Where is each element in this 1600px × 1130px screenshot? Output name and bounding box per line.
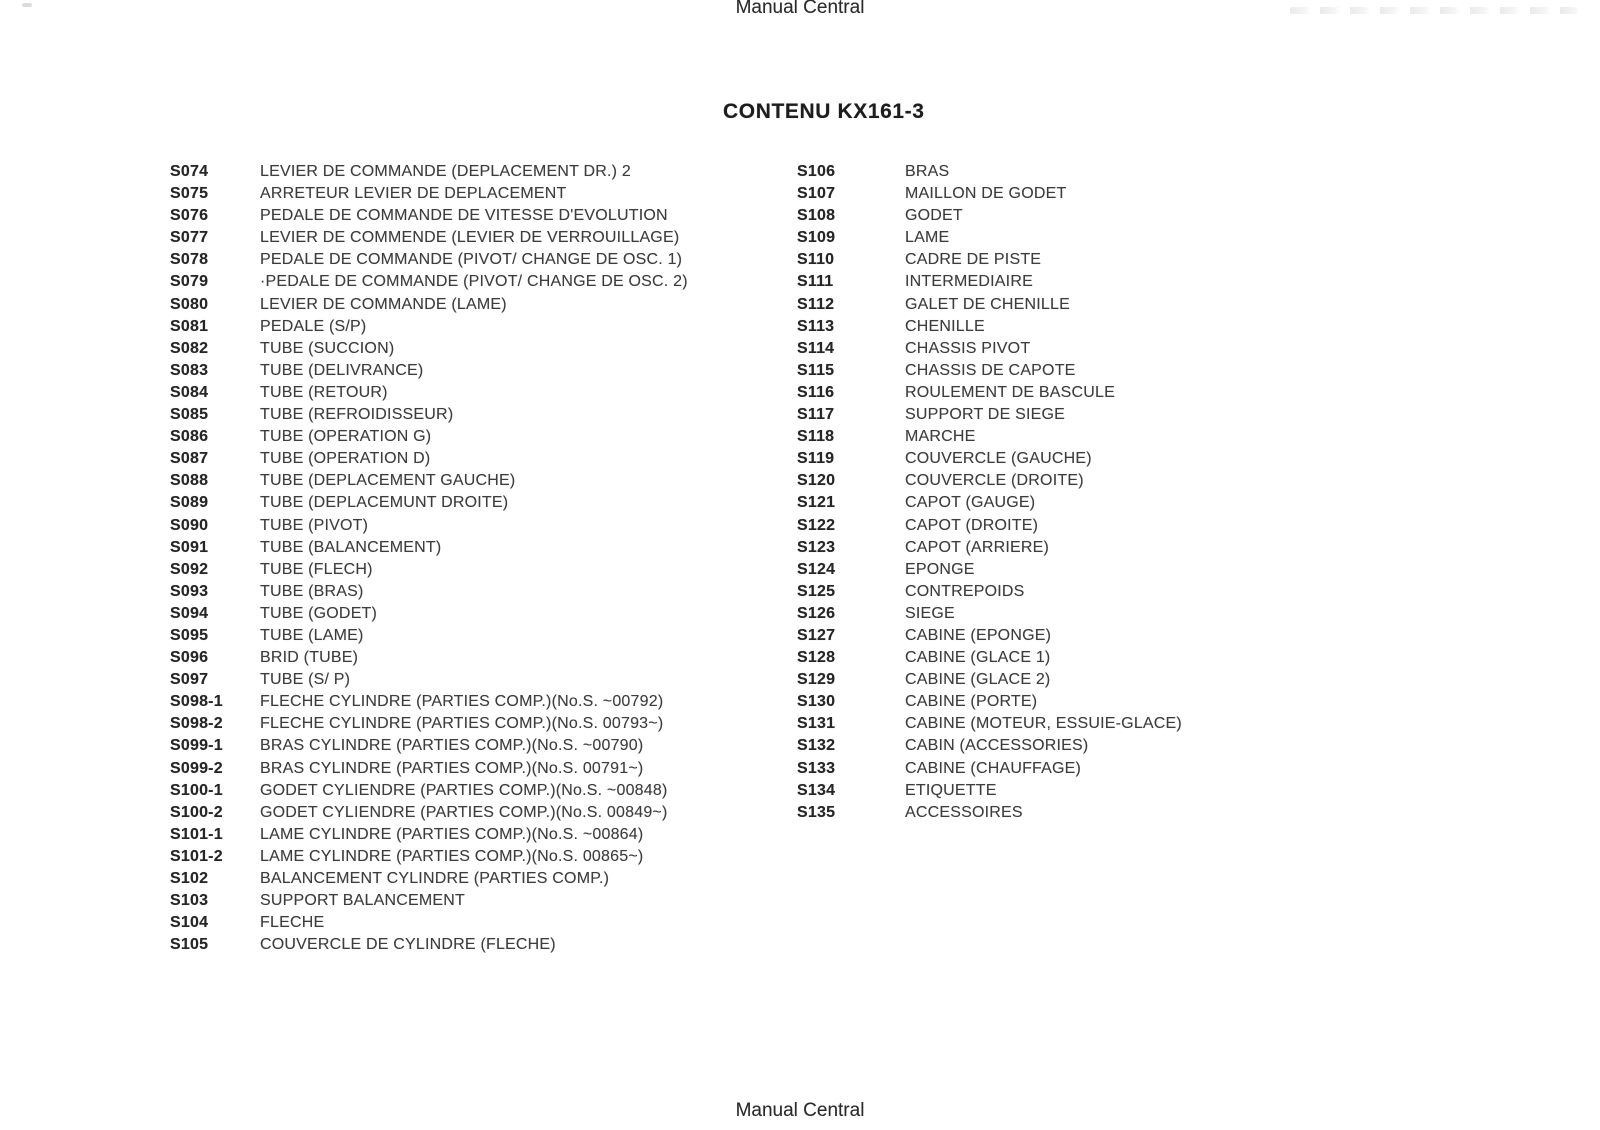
entry-code: S112	[797, 295, 835, 313]
toc-entry	[797, 627, 1182, 649]
toc-entry	[797, 671, 1182, 693]
entry-description: TUBE (BRAS)	[260, 582, 364, 600]
toc-entry	[797, 340, 1182, 362]
toc-entry	[797, 517, 1182, 539]
entry-description: ACCESSOIRES	[905, 803, 1023, 821]
entry-code: S096	[170, 649, 209, 667]
toc-entry	[797, 760, 1182, 782]
entry-code: S081	[170, 317, 209, 335]
page-header-text: Manual Central	[735, 0, 865, 18]
toc-entry	[797, 163, 1182, 185]
toc-entry	[170, 804, 688, 826]
scan-artifact-top-right	[1290, 7, 1578, 14]
toc-entry	[797, 494, 1182, 516]
entry-code: S080	[170, 295, 209, 313]
toc-entry	[170, 318, 688, 340]
entry-description: CADRE DE PISTE	[905, 251, 1042, 269]
toc-entry	[170, 494, 688, 516]
entry-description: LAME	[905, 229, 950, 247]
entry-description: GODET	[905, 207, 963, 225]
entry-description: TUBE (BALANCEMENT)	[260, 538, 442, 556]
entry-description: SIEGE	[905, 604, 955, 622]
entry-description: TUBE (LAME)	[260, 626, 364, 644]
toc-entry	[170, 384, 688, 406]
entry-code: S120	[797, 472, 836, 490]
toc-entry	[170, 760, 688, 782]
entry-code: S082	[170, 339, 209, 357]
entry-code: S103	[170, 892, 209, 910]
entry-code: S129	[797, 671, 836, 689]
entry-code: S099-1	[170, 737, 223, 755]
entry-description: PEDALE DE COMMANDE DE VITESSE D'EVOLUTION	[260, 207, 668, 225]
toc-entry	[797, 296, 1182, 318]
toc-entry	[170, 229, 688, 251]
entry-description: TUBE (OPERATION D)	[260, 450, 431, 468]
entry-code: S102	[170, 870, 209, 887]
entry-description: CABIN (ACCESSORIES)	[905, 737, 1089, 755]
entry-description: FLECHE CYLINDRE (PARTIES COMP.)(No.S. 00793~)	[260, 715, 664, 733]
entry-code: S131	[797, 715, 836, 733]
toc-entry	[170, 671, 688, 693]
entry-description: CAPOT (DROITE)	[905, 516, 1039, 534]
entry-code: S078	[170, 251, 209, 269]
toc-entry	[170, 826, 688, 848]
toc-entry	[170, 605, 688, 627]
entry-description: LEVIER DE COMMANDE (LAME)	[260, 295, 507, 313]
toc-column-left	[170, 163, 688, 958]
entry-code: S116	[797, 383, 835, 401]
toc-entry	[797, 693, 1182, 715]
toc-entry	[797, 251, 1182, 273]
entry-code: S086	[170, 428, 209, 446]
entry-description: EPONGE	[905, 560, 975, 578]
entry-code: S083	[170, 361, 209, 379]
entry-code: S091	[170, 538, 209, 556]
toc-entry	[170, 362, 688, 384]
entry-description: TUBE (RETOUR)	[260, 383, 388, 401]
entry-code: S107	[797, 185, 836, 203]
entry-description: BRAS CYLINDRE (PARTIES COMP.)(No.S. ~00790)	[260, 737, 644, 755]
entry-code: S098-1	[170, 693, 223, 711]
toc-entry	[170, 892, 688, 914]
toc-entry	[170, 693, 688, 715]
entry-code: S111	[797, 273, 834, 291]
entry-description: BRAS CYLINDRE (PARTIES COMP.)(No.S. 00791~)	[260, 759, 644, 777]
entry-code: S074	[170, 163, 209, 180]
toc-entry	[797, 318, 1182, 340]
entry-description: LEVIER DE COMMANDE (DEPLACEMENT DR.) 2	[260, 163, 631, 180]
entry-code: S094	[170, 604, 209, 622]
entry-description: CABINE (EPONGE)	[905, 626, 1052, 644]
entry-code: S123	[797, 538, 836, 556]
toc-entry	[170, 539, 688, 561]
toc-entry	[797, 428, 1182, 450]
toc-entry	[170, 517, 688, 539]
toc-entry	[797, 273, 1182, 295]
entry-code: S133	[797, 759, 836, 777]
toc-entry	[170, 649, 688, 671]
entry-code: S092	[170, 560, 209, 578]
entry-description: ARRETEUR LEVIER DE DEPLACEMENT	[260, 185, 567, 203]
entry-description: PEDALE (S/P)	[260, 317, 367, 335]
entry-description: TUBE (REFROIDISSEUR)	[260, 406, 454, 424]
toc-entry	[170, 561, 688, 583]
entry-code: S132	[797, 737, 836, 755]
toc-entry	[797, 583, 1182, 605]
entry-description: GODET CYLIENDRE (PARTIES COMP.)(No.S. ~00848)	[260, 781, 668, 799]
entry-description: LAME CYLINDRE (PARTIES COMP.)(No.S. ~00864)	[260, 825, 644, 843]
entry-description: CABINE (CHAUFFAGE)	[905, 759, 1082, 777]
entry-code: S130	[797, 693, 836, 711]
entry-code: S087	[170, 450, 209, 468]
toc-entry	[797, 782, 1182, 804]
entry-description: TUBE (GODET)	[260, 604, 378, 622]
entry-code: S135	[797, 803, 836, 821]
entry-description: TUBE (SUCCION)	[260, 339, 395, 357]
toc-entry	[170, 627, 688, 649]
toc-entry	[170, 428, 688, 450]
entry-description: BALANCEMENT CYLINDRE (PARTIES COMP.)	[260, 870, 610, 887]
toc-entry	[170, 207, 688, 229]
entry-code: S124	[797, 560, 836, 578]
toc-entry	[170, 936, 688, 958]
entry-code: S121	[797, 494, 836, 512]
entry-code: S122	[797, 516, 836, 534]
entry-description: LAME CYLINDRE (PARTIES COMP.)(No.S. 00865~)	[260, 847, 644, 865]
toc-entry	[797, 406, 1182, 428]
entry-description: GALET DE CHENILLE	[905, 295, 1070, 313]
entry-description: FLECHE	[260, 914, 325, 932]
toc-entry	[797, 605, 1182, 627]
entry-code: S126	[797, 604, 836, 622]
entry-description: CONTREPOIDS	[905, 582, 1025, 600]
toc-entry	[170, 914, 688, 936]
toc-entry	[797, 715, 1182, 737]
page-title: CONTENU KX161-3	[723, 100, 925, 123]
entry-description: ·PEDALE DE COMMANDE (PIVOT/ CHANGE DE OSC. 2)	[260, 273, 688, 291]
toc-entry	[797, 185, 1182, 207]
entry-description: TUBE (FLECH)	[260, 560, 373, 578]
entry-code: S105	[170, 936, 209, 954]
entry-description: GODET CYLIENDRE (PARTIES COMP.)(No.S. 00849~)	[260, 803, 668, 821]
toc-entry	[170, 296, 688, 318]
entry-code: S099-2	[170, 759, 223, 777]
toc-entry	[797, 472, 1182, 494]
toc-entry	[170, 185, 688, 207]
toc-entry	[170, 737, 688, 759]
entry-code: S101-2	[170, 847, 223, 865]
toc-entry	[170, 163, 688, 185]
page-footer-text: Manual Central	[735, 1100, 865, 1121]
entry-description: SUPPORT DE SIEGE	[905, 406, 1065, 424]
entry-description: ROULEMENT DE BASCULE	[905, 383, 1115, 401]
toc-entry	[170, 782, 688, 804]
toc-entry	[170, 848, 688, 870]
entry-code: S088	[170, 472, 209, 490]
entry-code: S100-1	[170, 781, 223, 799]
entry-code: S075	[170, 185, 209, 203]
entry-description: INTERMEDIAIRE	[905, 273, 1033, 291]
entry-code: S119	[797, 450, 835, 468]
toc-entry	[170, 406, 688, 428]
toc-entry	[170, 450, 688, 472]
scan-artifact-top-left	[22, 3, 32, 7]
entry-description: TUBE (S/ P)	[260, 671, 351, 689]
toc-entry	[797, 737, 1182, 759]
entry-code: S079	[170, 273, 209, 291]
toc-entry	[797, 649, 1182, 671]
entry-description: CAPOT (GAUGE)	[905, 494, 1036, 512]
entry-description: LEVIER DE COMMENDE (LEVIER DE VERROUILLAGE)	[260, 229, 680, 247]
entry-description: SUPPORT BALANCEMENT	[260, 892, 466, 910]
toc-entry	[797, 207, 1182, 229]
entry-description: MARCHE	[905, 428, 976, 446]
toc-entry	[797, 362, 1182, 384]
entry-description: CABINE (GLACE 1)	[905, 649, 1051, 667]
entry-description: CABINE (PORTE)	[905, 693, 1038, 711]
entry-description: BRID (TUBE)	[260, 649, 359, 667]
entry-description: COUVERCLE (DROITE)	[905, 472, 1084, 490]
toc-entry	[797, 561, 1182, 583]
entry-code: S113	[797, 317, 835, 335]
entry-code: S125	[797, 582, 836, 600]
entry-code: S106	[797, 163, 836, 180]
entry-code: S108	[797, 207, 836, 225]
toc-column-right	[797, 163, 1182, 826]
entry-code: S114	[797, 339, 835, 357]
entry-description: FLECHE CYLINDRE (PARTIES COMP.)(No.S. ~00792)	[260, 693, 664, 711]
entry-description: ETIQUETTE	[905, 781, 997, 799]
entry-code: S098-2	[170, 715, 223, 733]
entry-code: S127	[797, 626, 836, 644]
entry-description: CHASSIS DE CAPOTE	[905, 361, 1076, 379]
entry-code: S090	[170, 516, 209, 534]
entry-code: S110	[797, 251, 835, 269]
entry-description: TUBE (DELIVRANCE)	[260, 361, 424, 379]
toc-entry	[797, 229, 1182, 251]
entry-code: S128	[797, 649, 836, 667]
entry-code: S095	[170, 626, 209, 644]
entry-code: S077	[170, 229, 209, 247]
entry-code: S085	[170, 406, 209, 424]
entry-code: S084	[170, 383, 209, 401]
entry-description: CHENILLE	[905, 317, 985, 335]
entry-description: PEDALE DE COMMANDE (PIVOT/ CHANGE DE OSC. 1)	[260, 251, 683, 269]
toc-entry	[170, 715, 688, 737]
entry-code: S115	[797, 361, 835, 379]
entry-code: S101-1	[170, 825, 223, 843]
toc-entry	[170, 340, 688, 362]
entry-code: S117	[797, 406, 835, 424]
entry-code: S089	[170, 494, 209, 512]
entry-description: CHASSIS PIVOT	[905, 339, 1031, 357]
entry-description: BRAS	[905, 163, 950, 180]
toc-entry	[170, 870, 688, 892]
entry-description: TUBE (PIVOT)	[260, 516, 369, 534]
entry-description: CABINE (GLACE 2)	[905, 671, 1051, 689]
entry-code: S104	[170, 914, 209, 932]
entry-code: S100-2	[170, 803, 223, 821]
toc-entry	[797, 804, 1182, 826]
entry-description: CAPOT (ARRIERE)	[905, 538, 1050, 556]
entry-code: S076	[170, 207, 209, 225]
entry-code: S134	[797, 781, 836, 799]
entry-code: S109	[797, 229, 836, 247]
entry-description: COUVERCLE (GAUCHE)	[905, 450, 1092, 468]
entry-description: TUBE (DEPLACEMUNT DROITE)	[260, 494, 509, 512]
toc-entry	[170, 583, 688, 605]
toc-entry	[797, 384, 1182, 406]
entry-code: S093	[170, 582, 209, 600]
toc-entry	[797, 539, 1182, 561]
entry-code: S118	[797, 428, 835, 446]
entry-description: CABINE (MOTEUR, ESSUIE-GLACE)	[905, 715, 1182, 733]
toc-entry	[170, 273, 688, 295]
entry-code: S097	[170, 671, 209, 689]
entry-description: TUBE (OPERATION G)	[260, 428, 432, 446]
entry-description: COUVERCLE DE CYLINDRE (FLECHE)	[260, 936, 556, 954]
toc-entry	[797, 450, 1182, 472]
toc-entry	[170, 472, 688, 494]
entry-description: TUBE (DEPLACEMENT GAUCHE)	[260, 472, 516, 490]
entry-description: MAILLON DE GODET	[905, 185, 1067, 203]
toc-entry	[170, 251, 688, 273]
